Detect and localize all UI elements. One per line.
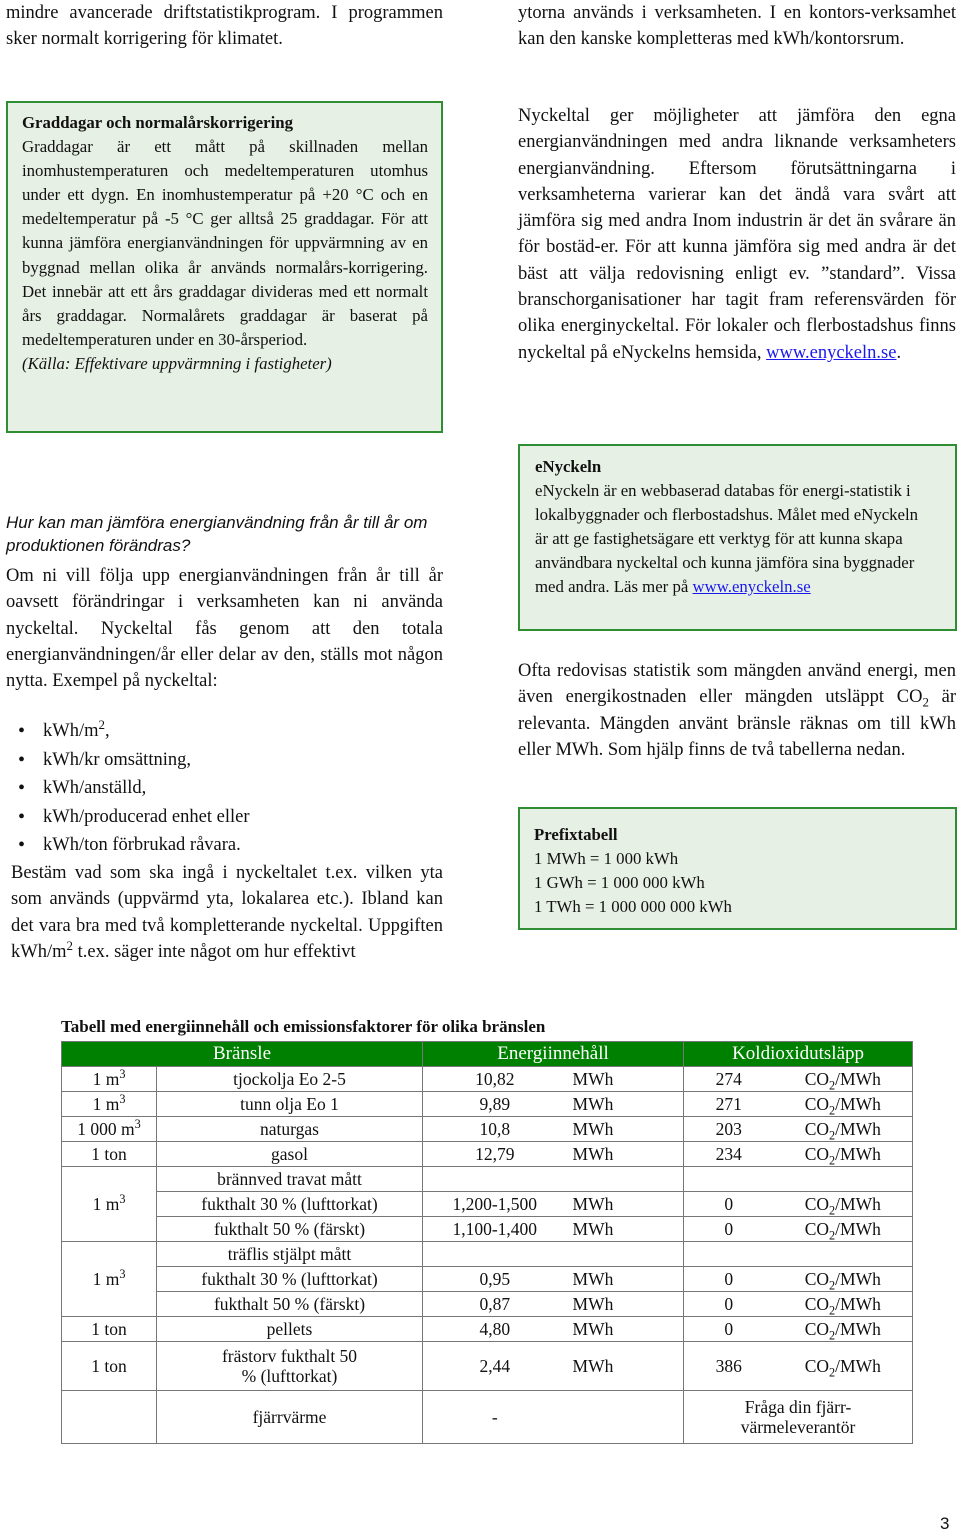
table-row xyxy=(62,1192,913,1217)
cell-quantity: 1 ton xyxy=(62,1317,157,1342)
cell-energy-unit: MWh xyxy=(567,1267,684,1292)
cell-energy-unit: MWh xyxy=(567,1142,684,1167)
cell-quantity: 1 $m^3$ xyxy=(62,1167,157,1242)
cell-fuel: tjockolja Eo 2-5 xyxy=(157,1067,423,1092)
cell-co2-unit: $CO_2$/MWh xyxy=(774,1217,913,1242)
cell-energy-unit: MWh xyxy=(567,1292,684,1317)
prefix-table-box xyxy=(518,807,957,930)
table-row xyxy=(62,1067,913,1092)
cell-fuel: fukthalt 50 % (färskt) xyxy=(157,1292,423,1317)
cell-fuel-group-heading: brännved travat mått xyxy=(157,1167,423,1192)
table-row xyxy=(62,1267,913,1292)
cell-co2-unit: $CO_2$/MWh xyxy=(774,1292,913,1317)
cell-energy-unit: MWh xyxy=(567,1067,684,1092)
cell-energy: 1,200-1,500 xyxy=(423,1192,567,1217)
cell-fuel: pellets xyxy=(157,1317,423,1342)
after-bullets-text: Bestäm vad som ska ingå i nyckeltalet t.ex. vilken yta som används (uppvärmd yta, lokalarea etc.). Ibland kan det vara bra med två kompletterande nyckeltal. Uppgiften kWh/$m^2$ t.ex. säger inte något om hur effektivt xyxy=(11,863,443,962)
cell-fuel: fjärrvärme xyxy=(157,1391,423,1444)
table-row xyxy=(62,1292,913,1317)
graddagar-box-source: (Källa: Effektivare uppvärmning i fastigheter) xyxy=(22,353,332,373)
cell-energy: 4,80 xyxy=(423,1317,567,1342)
table-row xyxy=(62,1342,913,1391)
cell-quantity: 1 $m^3$ xyxy=(62,1092,157,1117)
cell-co2: 271 xyxy=(684,1092,774,1117)
list-item: • kWh/kr omsättning, xyxy=(6,747,443,776)
cell-quantity: 1 ton xyxy=(62,1342,157,1391)
list-item: • kWh/$m^2$, xyxy=(6,718,443,747)
cell-energy-unit: MWh xyxy=(567,1217,684,1242)
cell-co2: 0 xyxy=(684,1217,774,1242)
cell-fuel: gasol xyxy=(157,1142,423,1167)
enyckeln-box-title: eNyckeln xyxy=(535,457,602,476)
cell-co2: 203 xyxy=(684,1117,774,1142)
question-body: Om ni vill följa upp energianvändningen från år till år oavsett förändringar i verksamheten kan ni använda nyckeltal. Nyckeltal fås genom att den totala energianvändningen/år eller delar av den, ställs mot någon nytta. Exempel på nyckeltal: xyxy=(6,566,443,692)
cell-fuel: naturgas xyxy=(157,1117,423,1142)
cell-quantity: 1 $m^3$ xyxy=(62,1242,157,1317)
table-row xyxy=(62,1217,913,1242)
cell-co2-unit: $CO_2$/MWh xyxy=(774,1092,913,1117)
cell-energy: 9,89 xyxy=(423,1092,567,1117)
prefix-box-title: Prefixtabell xyxy=(534,825,618,844)
prefix-line: 1 GWh = 1 000 000 kWh xyxy=(534,873,705,893)
table-row xyxy=(62,1391,913,1444)
table-row xyxy=(62,1142,913,1167)
graddagar-box-body: Graddagar är ett mått på skillnaden mellan inomhustemperaturen och medeltemperaturen utomhus under ett dygn. En inomhustemperatur på +20 °C och en medeltemperatur på -5 °C ger alltså 25 graddagar. För att kunna jämföra energianvändningen för uppvärmning av en byggnad mellan olika år används normalårs-korrigering. Det innebär att ett års graddagar divideras med ett normalt års graddagar. Normalårets graddagar är baserat på medeltemperaturen under en 30-årsperiod. xyxy=(22,137,428,349)
cell-co2-unit: $CO_2$/MWh xyxy=(774,1067,913,1092)
table-row xyxy=(62,1092,913,1117)
cell-fuel: tunn olja Eo 1 xyxy=(157,1092,423,1117)
cell-co2-unit: $CO_2$/MWh xyxy=(774,1317,913,1342)
cell-energy-unit: MWh xyxy=(567,1117,684,1142)
cell-energy: 2,44 xyxy=(423,1342,567,1391)
table-row xyxy=(62,1242,913,1267)
cell-energy: 0,95 xyxy=(423,1267,567,1292)
table-caption: Tabell med energiinnehåll och emissionsfaktorer för olika bränslen xyxy=(61,1017,546,1036)
cell-co2: 0 xyxy=(684,1292,774,1317)
cell-energy: 10,8 xyxy=(423,1117,567,1142)
cell-quantity: 1 ton xyxy=(62,1142,157,1167)
cell-fuel: fukthalt 50 % (färskt) xyxy=(157,1217,423,1242)
cell-fuel: frästorv fukthalt 50 % (lufttorkat) xyxy=(157,1342,423,1391)
cell-quantity: 1 $m^3$ xyxy=(62,1067,157,1092)
graddagar-box-title: Graddagar och normalårskorrigering xyxy=(22,113,293,132)
question-heading: Hur kan man jämföra energianvändning från år till år om produktionen förändras? xyxy=(6,513,428,555)
header-fuel: Bränsle xyxy=(62,1042,423,1067)
page-number: 3 xyxy=(940,1514,950,1533)
cell-co2-unit: $CO_2$/MWh xyxy=(774,1117,913,1142)
cell-energy: 1,100-1,400 xyxy=(423,1217,567,1242)
cell-energy-unit: MWh xyxy=(567,1192,684,1217)
header-co2: Koldioxidutsläpp xyxy=(684,1042,913,1067)
right-statistics-paragraph: Ofta redovisas statistik som mängden använd energi, men även energikostnaden eller mängden utsläppt $CO_2$ är relevanta. Mängden använt bränsle räknas om till kWh eller MWh. Som hjälp finns de två tabellerna nedan. xyxy=(518,661,957,760)
cell-co2: 234 xyxy=(684,1142,774,1167)
cell-co2: 274 xyxy=(684,1067,774,1092)
enyckeln-box-body: eNyckeln är en webbaserad databas för energi-statistik i lokalbyggnader och flerbostadshus. Målet med eNyckeln är att ge fastighetsägare ett verktyg för att kunna skapa användbara nyckeltal och kunna jämföra sina byggnader med andra. Läs mer på xyxy=(535,481,919,597)
cell-co2-note: Fråga din fjärr-värmeleverantör xyxy=(684,1391,913,1444)
cell-co2: 386 xyxy=(684,1342,774,1391)
cell-energy: 12,79 xyxy=(423,1142,567,1167)
cell-energy: 0,87 xyxy=(423,1292,567,1317)
graddagar-info-box xyxy=(6,101,443,433)
cell-co2: 0 xyxy=(684,1267,774,1292)
cell-co2: 0 xyxy=(684,1317,774,1342)
header-energy: Energiinnehåll xyxy=(423,1042,684,1067)
nyckeltal-bullet-list xyxy=(6,718,443,861)
cell-co2-unit: $CO_2$/MWh xyxy=(774,1192,913,1217)
right-intro-text: ytorna används i verksamheten. I en kontors-verksamhet kan den kanske kompletteras med kWh/kontorsrum. xyxy=(518,3,956,50)
cell-co2-unit: $CO_2$/MWh xyxy=(774,1267,913,1292)
enyckeln-info-box xyxy=(518,444,957,631)
right-nyckeltal-paragraph: Nyckeltal ger möjligheter att jämföra den egna energianvändningen med andra liknande verksamheters energianvändning. Eftersom förutsättningarna i verksamheterna varierar kan det ändå vara svårt att jämföra sig med andra Inom industrin är det än svårare än för bostäd-er. För att kunna jämföra sig med andra är det bäst att välja redovisning enligt ev. ”standard”. Vissa branschorganisationer har tagit fram referensvärden för olika energinyckeltal. För lokaler och flerbostadshus finns nyckeltal på eNyckelns hemsida, www.enyckeln.se. xyxy=(518,106,956,363)
cell-fuel: fukthalt 30 % (lufttorkat) xyxy=(157,1267,423,1292)
cell-co2-unit: $CO_2$/MWh xyxy=(774,1342,913,1391)
cell-energy: - xyxy=(423,1391,567,1444)
prefix-line: 1 TWh = 1 000 000 000 kWh xyxy=(534,897,732,917)
cell-energy-unit: MWh xyxy=(567,1092,684,1117)
cell-co2: 0 xyxy=(684,1192,774,1217)
table-header-row xyxy=(62,1042,913,1067)
enyckeln-box-link[interactable]: www.enyckeln.se xyxy=(692,577,811,597)
cell-energy-unit: MWh xyxy=(567,1342,684,1391)
enyckeln-link[interactable]: www.enyckeln.se xyxy=(766,342,897,363)
cell-energy-unit: MWh xyxy=(567,1317,684,1342)
cell-co2-unit: $CO_2$/MWh xyxy=(774,1142,913,1167)
cell-fuel-group-heading: träflis stjälpt mått xyxy=(157,1242,423,1267)
list-item: • kWh/anställd, xyxy=(6,775,443,804)
cell-fuel: fukthalt 30 % (lufttorkat) xyxy=(157,1192,423,1217)
cell-energy: 10,82 xyxy=(423,1067,567,1092)
list-item: • kWh/ton förbrukad råvara. xyxy=(6,832,443,861)
table-row xyxy=(62,1317,913,1342)
cell-quantity: 1 000 $m^3$ xyxy=(62,1117,157,1142)
table-row xyxy=(62,1167,913,1192)
left-intro-text: mindre avancerade driftstatistikprogram. I programmen sker normalt korrigering för klimatet. xyxy=(6,3,443,50)
prefix-line: 1 MWh = 1 000 kWh xyxy=(534,849,679,869)
list-item: • kWh/producerad enhet eller xyxy=(6,804,443,833)
fuel-energy-table xyxy=(61,1041,913,1444)
table-row xyxy=(62,1117,913,1142)
